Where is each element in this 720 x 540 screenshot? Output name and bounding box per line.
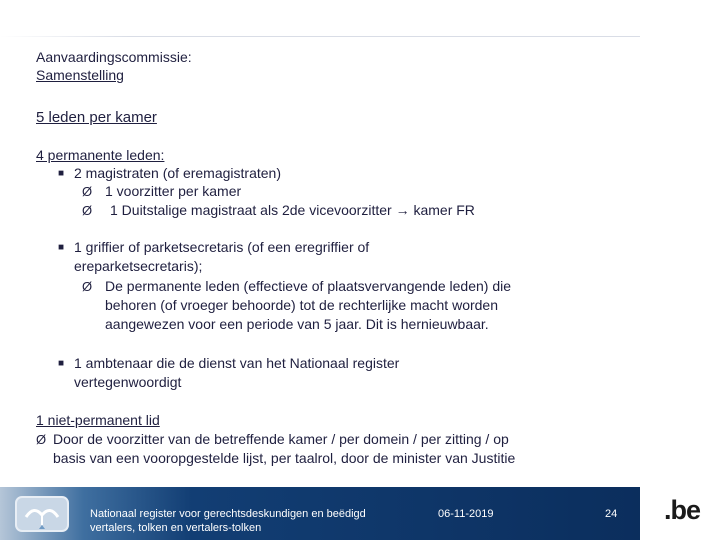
sub-bullet-permanent-line-1: De permanente leden (effectieve of plaatsvervangende leden) die (105, 278, 512, 294)
heading-members-per-chamber: 5 leden per kamer (36, 109, 157, 126)
sub-bullet-permanent-line-2: behoren (of vroeger behoorde) tot de rechterlijke macht worden (105, 297, 498, 313)
title-line-1: Aanvaardingscommissie: (36, 49, 192, 65)
bullet-clerk-line-2: ereparketsecretaris); (74, 258, 203, 274)
bullet-magistrates: 2 magistraten (of eremagistraten) (74, 165, 281, 181)
heading-non-permanent-member: 1 niet-permanent lid (36, 412, 160, 428)
sub-bullet-permanent-members (105, 277, 511, 334)
bullet-civil-servant (74, 354, 399, 392)
non-permanent-description (53, 430, 509, 449)
title-line-2: Samenstelling (36, 67, 124, 83)
sub-bullet-chairman: 1 voorzitter per kamer (105, 183, 242, 199)
arrow-bullet-icon: Ø (82, 279, 93, 294)
footer-organisation-line-1: Nationaal register voor gerechtsdeskundigen en beëdigd (90, 508, 366, 520)
header-divider (0, 36, 640, 37)
square-bullet-icon: ■ (58, 358, 65, 369)
heading-permanent-members: 4 permanente leden: (36, 147, 165, 163)
page-number: 24 (605, 508, 618, 520)
bullet-clerk (74, 238, 369, 276)
footer-organisation-line-2: vertalers, tolken en vertalers-tolken (90, 522, 262, 534)
arrow-bullet-icon: Ø (82, 184, 93, 199)
non-permanent-line-2: basis van een vooropgestelde lijst, per taalrol, door de minister van Justitie (53, 450, 516, 466)
square-bullet-icon: ■ (58, 168, 65, 179)
footer-organisation (90, 507, 366, 535)
be-logo: .be (664, 495, 701, 525)
bullet-civil-servant-line-1: 1 ambtenaar die de dienst van het Nationaal register (74, 355, 400, 371)
bullet-clerk-line-1: 1 griffier of parketsecretaris (of een eregriffier of (74, 239, 370, 255)
non-permanent-line-1: Door de voorzitter van de betreffende kamer / per domein / per zitting / op (53, 431, 509, 447)
footer-date: 06-11-2019 (438, 508, 494, 520)
sub-bullet-german-suffix: kamer FR (409, 202, 475, 218)
sub-bullet-permanent-line-3: aangewezen voor een periode van 5 jaar. Dit is hernieuwbaar. (105, 316, 489, 332)
sub-bullet-german-magistrate (110, 201, 475, 220)
arrow-bullet-icon: Ø (82, 203, 93, 218)
right-arrow-icon: → (395, 202, 410, 218)
bullet-civil-servant-line-2: vertegenwoordigt (74, 374, 182, 390)
justice-logo-icon (14, 495, 70, 535)
arrow-bullet-icon: Ø (36, 432, 47, 447)
sub-bullet-german-prefix: 1 Duitstalige magistraat als 2de vicevoorzitter (110, 202, 396, 218)
footer-bar (0, 487, 640, 540)
square-bullet-icon: ■ (58, 242, 65, 253)
slide-title (36, 48, 192, 84)
